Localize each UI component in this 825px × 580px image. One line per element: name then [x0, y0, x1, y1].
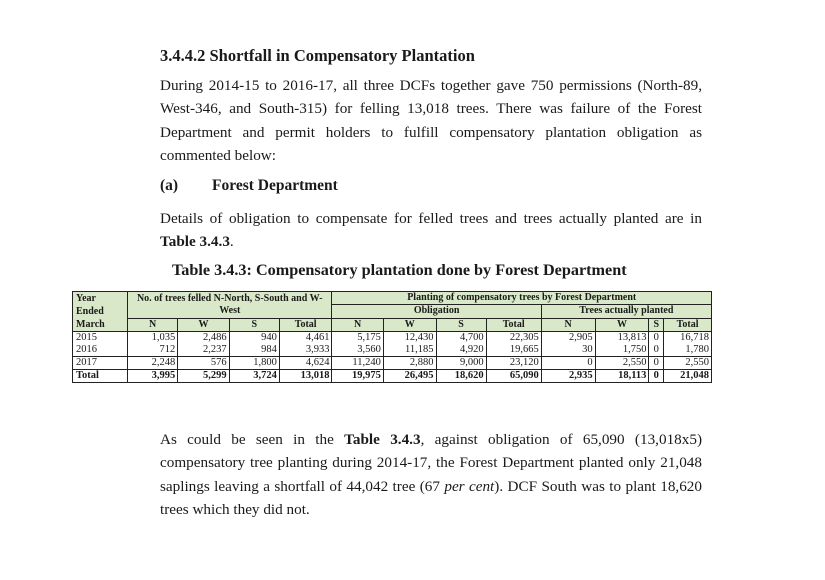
cell: 2,880	[383, 357, 436, 370]
cell: 576	[178, 357, 229, 370]
cell: 26,495	[383, 370, 436, 383]
cell: 4,920	[436, 344, 486, 357]
cell-total-label: Total	[73, 370, 128, 383]
cell: 23,120	[486, 357, 541, 370]
col-w: W	[595, 318, 649, 331]
paragraph-details	[160, 207, 702, 254]
cell: 0	[541, 357, 595, 370]
cell: 2,550	[595, 357, 649, 370]
cell: 1,035	[128, 332, 178, 345]
cell: 0	[649, 370, 664, 383]
table-caption: Table 3.4.3: Compensatory plantation done by Forest Department	[172, 261, 627, 279]
table-row	[73, 344, 712, 357]
cell: 5,175	[332, 332, 383, 345]
planting-header: Planting of compensatory trees by Forest Department	[332, 292, 712, 305]
col-n: N	[128, 318, 178, 331]
cell: 2,905	[541, 332, 595, 345]
cell: 0	[649, 344, 664, 357]
table-row	[73, 357, 712, 370]
section-heading: 3.4.4.2 Shortfall in Compensatory Plantation	[160, 46, 475, 65]
cell: 13,813	[595, 332, 649, 345]
subsection-title: Forest Department	[212, 177, 338, 194]
paragraph-analysis	[160, 428, 702, 521]
cell: 2,237	[178, 344, 229, 357]
compensatory-plantation-table	[72, 291, 712, 383]
para3-a: As could be seen in the	[160, 431, 345, 448]
col-w: W	[178, 318, 229, 331]
cell: 16,718	[664, 332, 712, 345]
cell: 712	[128, 344, 178, 357]
cell: 13,018	[279, 370, 332, 383]
col-s: S	[649, 318, 664, 331]
trees-felled-header: No. of trees felled N-North, S-South and W-West	[128, 292, 332, 319]
cell: 12,430	[383, 332, 436, 345]
cell-year: 2016	[73, 344, 128, 357]
col-s: S	[229, 318, 279, 331]
cell: 22,305	[486, 332, 541, 345]
col-total: Total	[664, 318, 712, 331]
cell: 18,620	[436, 370, 486, 383]
subsection-heading	[160, 177, 338, 195]
para3-c: ). DCF South was to plant 18,620 trees which they did not.	[160, 477, 702, 518]
cell-year: 2015	[73, 332, 128, 345]
cell: 2,486	[178, 332, 229, 345]
per-cent-text: per cent	[444, 477, 495, 495]
para2-text: Details of obligation to compensate for felled trees and trees actually planted are in	[160, 210, 702, 227]
table-reference: Table 3.4.3	[160, 233, 230, 251]
col-total: Total	[486, 318, 541, 331]
cell: 984	[229, 344, 279, 357]
cell: 5,299	[178, 370, 229, 383]
obligation-header: Obligation	[332, 305, 541, 318]
col-w: W	[383, 318, 436, 331]
col-total: Total	[279, 318, 332, 331]
cell: 65,090	[486, 370, 541, 383]
table-total-row	[73, 370, 712, 383]
cell: 0	[649, 332, 664, 345]
year-header: Year Ended March	[73, 292, 128, 332]
cell: 2,550	[664, 357, 712, 370]
cell: 1,780	[664, 344, 712, 357]
cell: 2,935	[541, 370, 595, 383]
cell: 0	[649, 357, 664, 370]
cell: 19,975	[332, 370, 383, 383]
col-n: N	[332, 318, 383, 331]
cell-year: 2017	[73, 357, 128, 370]
cell: 1,750	[595, 344, 649, 357]
cell: 4,461	[279, 332, 332, 345]
cell: 4,700	[436, 332, 486, 345]
cell: 21,048	[664, 370, 712, 383]
paragraph-intro: During 2014-15 to 2016-17, all three DCFs together gave 750 permissions (North-89, West-346, and South-315) for felling 13,018 trees. There was failure of the Forest Department and permit holders to fulfill compensatory plantation obligation as commented below:	[160, 77, 702, 164]
cell: 3,724	[229, 370, 279, 383]
cell: 940	[229, 332, 279, 345]
cell: 30	[541, 344, 595, 357]
actual-planted-header: Trees actually planted	[541, 305, 711, 318]
cell: 1,800	[229, 357, 279, 370]
cell: 4,624	[279, 357, 332, 370]
para2-end: .	[229, 233, 234, 251]
cell: 11,185	[383, 344, 436, 357]
col-s: S	[436, 318, 486, 331]
table-reference: Table 3.4.3	[344, 431, 421, 448]
para3-b: , against obligation of 65,090 (13,018x5) compensatory tree planting during 2014-17, the Forest Department planted only 21,048 saplings leaving a shortfall of 44,042 tree (67	[160, 431, 702, 495]
col-n: N	[541, 318, 595, 331]
cell: 3,995	[128, 370, 178, 383]
cell: 2,248	[128, 357, 178, 370]
cell: 9,000	[436, 357, 486, 370]
cell: 11,240	[332, 357, 383, 370]
cell: 3,560	[332, 344, 383, 357]
cell: 19,665	[486, 344, 541, 357]
cell: 3,933	[279, 344, 332, 357]
cell: 18,113	[595, 370, 649, 383]
subsection-label: (a)	[160, 177, 179, 194]
table-row	[73, 332, 712, 345]
